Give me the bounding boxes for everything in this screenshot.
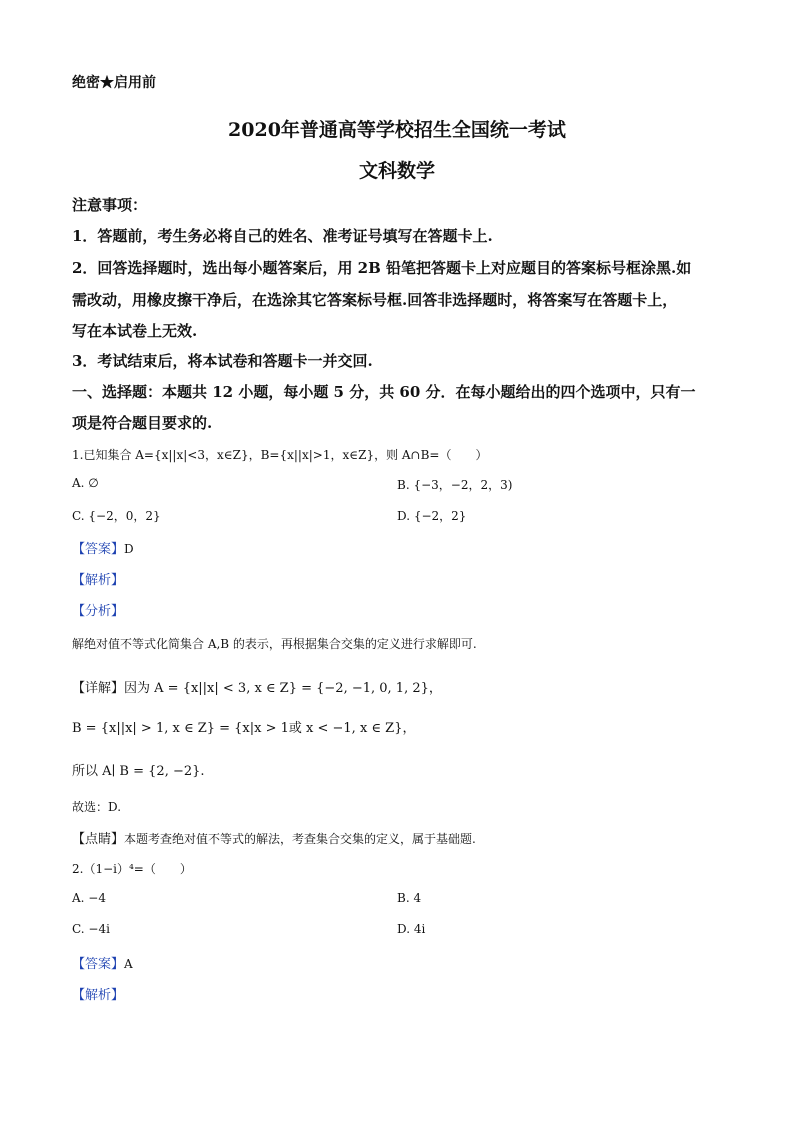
q1-option-a: A. ∅ [72, 476, 99, 490]
q1-answer-tag: 【答案】 [72, 542, 125, 557]
q1-jiexi-tag: 【解析】 [72, 573, 125, 588]
q2-option-b: B. 4 [397, 891, 422, 905]
exam-title: 2020年普通高等学校招生全国统一考试 [228, 119, 566, 141]
q1-answer-value: D [124, 542, 134, 556]
q1-xiangjie-line-2: B = {x||x| > 1, x ∈ Z} = {x|x > 1或 x < −1, x ∈ Z}， [72, 721, 416, 736]
q1-xiangjie-line-3: 所以 A∣ B = {2, −2}. [72, 764, 205, 779]
q1-dianjing-tag: 【点睛】 [72, 832, 125, 847]
q1-option-b: B. {−3，−2，2，3) [397, 478, 513, 492]
q1-choose: 故选：D. [72, 800, 122, 814]
q1-fenxi-tag: 【分析】 [72, 604, 125, 619]
notice-item-3: 3．考试结束后，将本试卷和答题卡一并交回. [72, 352, 373, 370]
secret-label: 绝密★启用前 [72, 75, 156, 91]
q1-dianjing-text: 本题考查绝对值不等式的解法，考查集合交集的定义，属于基础题. [124, 832, 476, 846]
q2-option-a: A. −4 [72, 891, 106, 905]
section1-line-1: 一、选择题：本题共 12 小题，每小题 5 分，共 60 分．在每小题给出的四个选项中，只有一 [72, 383, 696, 401]
q2-stem: 2.（1−i）⁴=（ ） [72, 862, 192, 876]
q1-dianjing-row [72, 828, 476, 847]
q1-option-d: D. {−2，2} [397, 509, 467, 523]
q1-fenxi-text: 解绝对值不等式化简集合 A,B 的表示，再根据集合交集的定义进行求解即可. [72, 637, 477, 651]
q1-xiangjie-tag: 【详解】 [72, 681, 125, 696]
q2-answer-row [72, 953, 133, 972]
notice-heading: 注意事项： [72, 196, 148, 214]
q2-answer-value: A [124, 957, 133, 971]
q1-answer-row [72, 538, 134, 557]
notice-item-1: 1．答题前，考生务必将自己的姓名、准考证号填写在答题卡上. [72, 227, 493, 245]
q1-xiangjie-row-1 [72, 677, 442, 696]
subject-title: 文科数学 [358, 160, 435, 182]
q2-option-c: C. −4i [72, 922, 110, 936]
q1-option-c: C. {−2，0，2} [72, 509, 161, 523]
notice-item-2-line-2: 需改动，用橡皮擦干净后，在选涂其它答案标号框.回答非选择题时，将答案写在答题卡上， [72, 291, 678, 309]
q1-xiangjie-line-1: 因为 A = {x||x| < 3, x ∈ Z} = {−2, −1, 0, 1, 2}， [124, 681, 442, 696]
notice-item-2-line-1: 2．回答选择题时，选出每小题答案后，用 2B 铅笔把答题卡上对应题目的答案标号框涂黑.如 [72, 259, 692, 277]
section1-line-2: 项是符合题目要求的. [72, 414, 213, 432]
q2-answer-tag: 【答案】 [72, 957, 125, 972]
q1-stem: 1.已知集合 A={x||x|<3，x∈Z}，B={x||x|>1，x∈Z}，则 A∩B=（ ） [72, 448, 488, 462]
q2-option-d: D. 4i [397, 922, 426, 936]
notice-item-2-line-3: 写在本试卷上无效. [72, 322, 198, 340]
q2-jiexi-tag: 【解析】 [72, 988, 125, 1003]
